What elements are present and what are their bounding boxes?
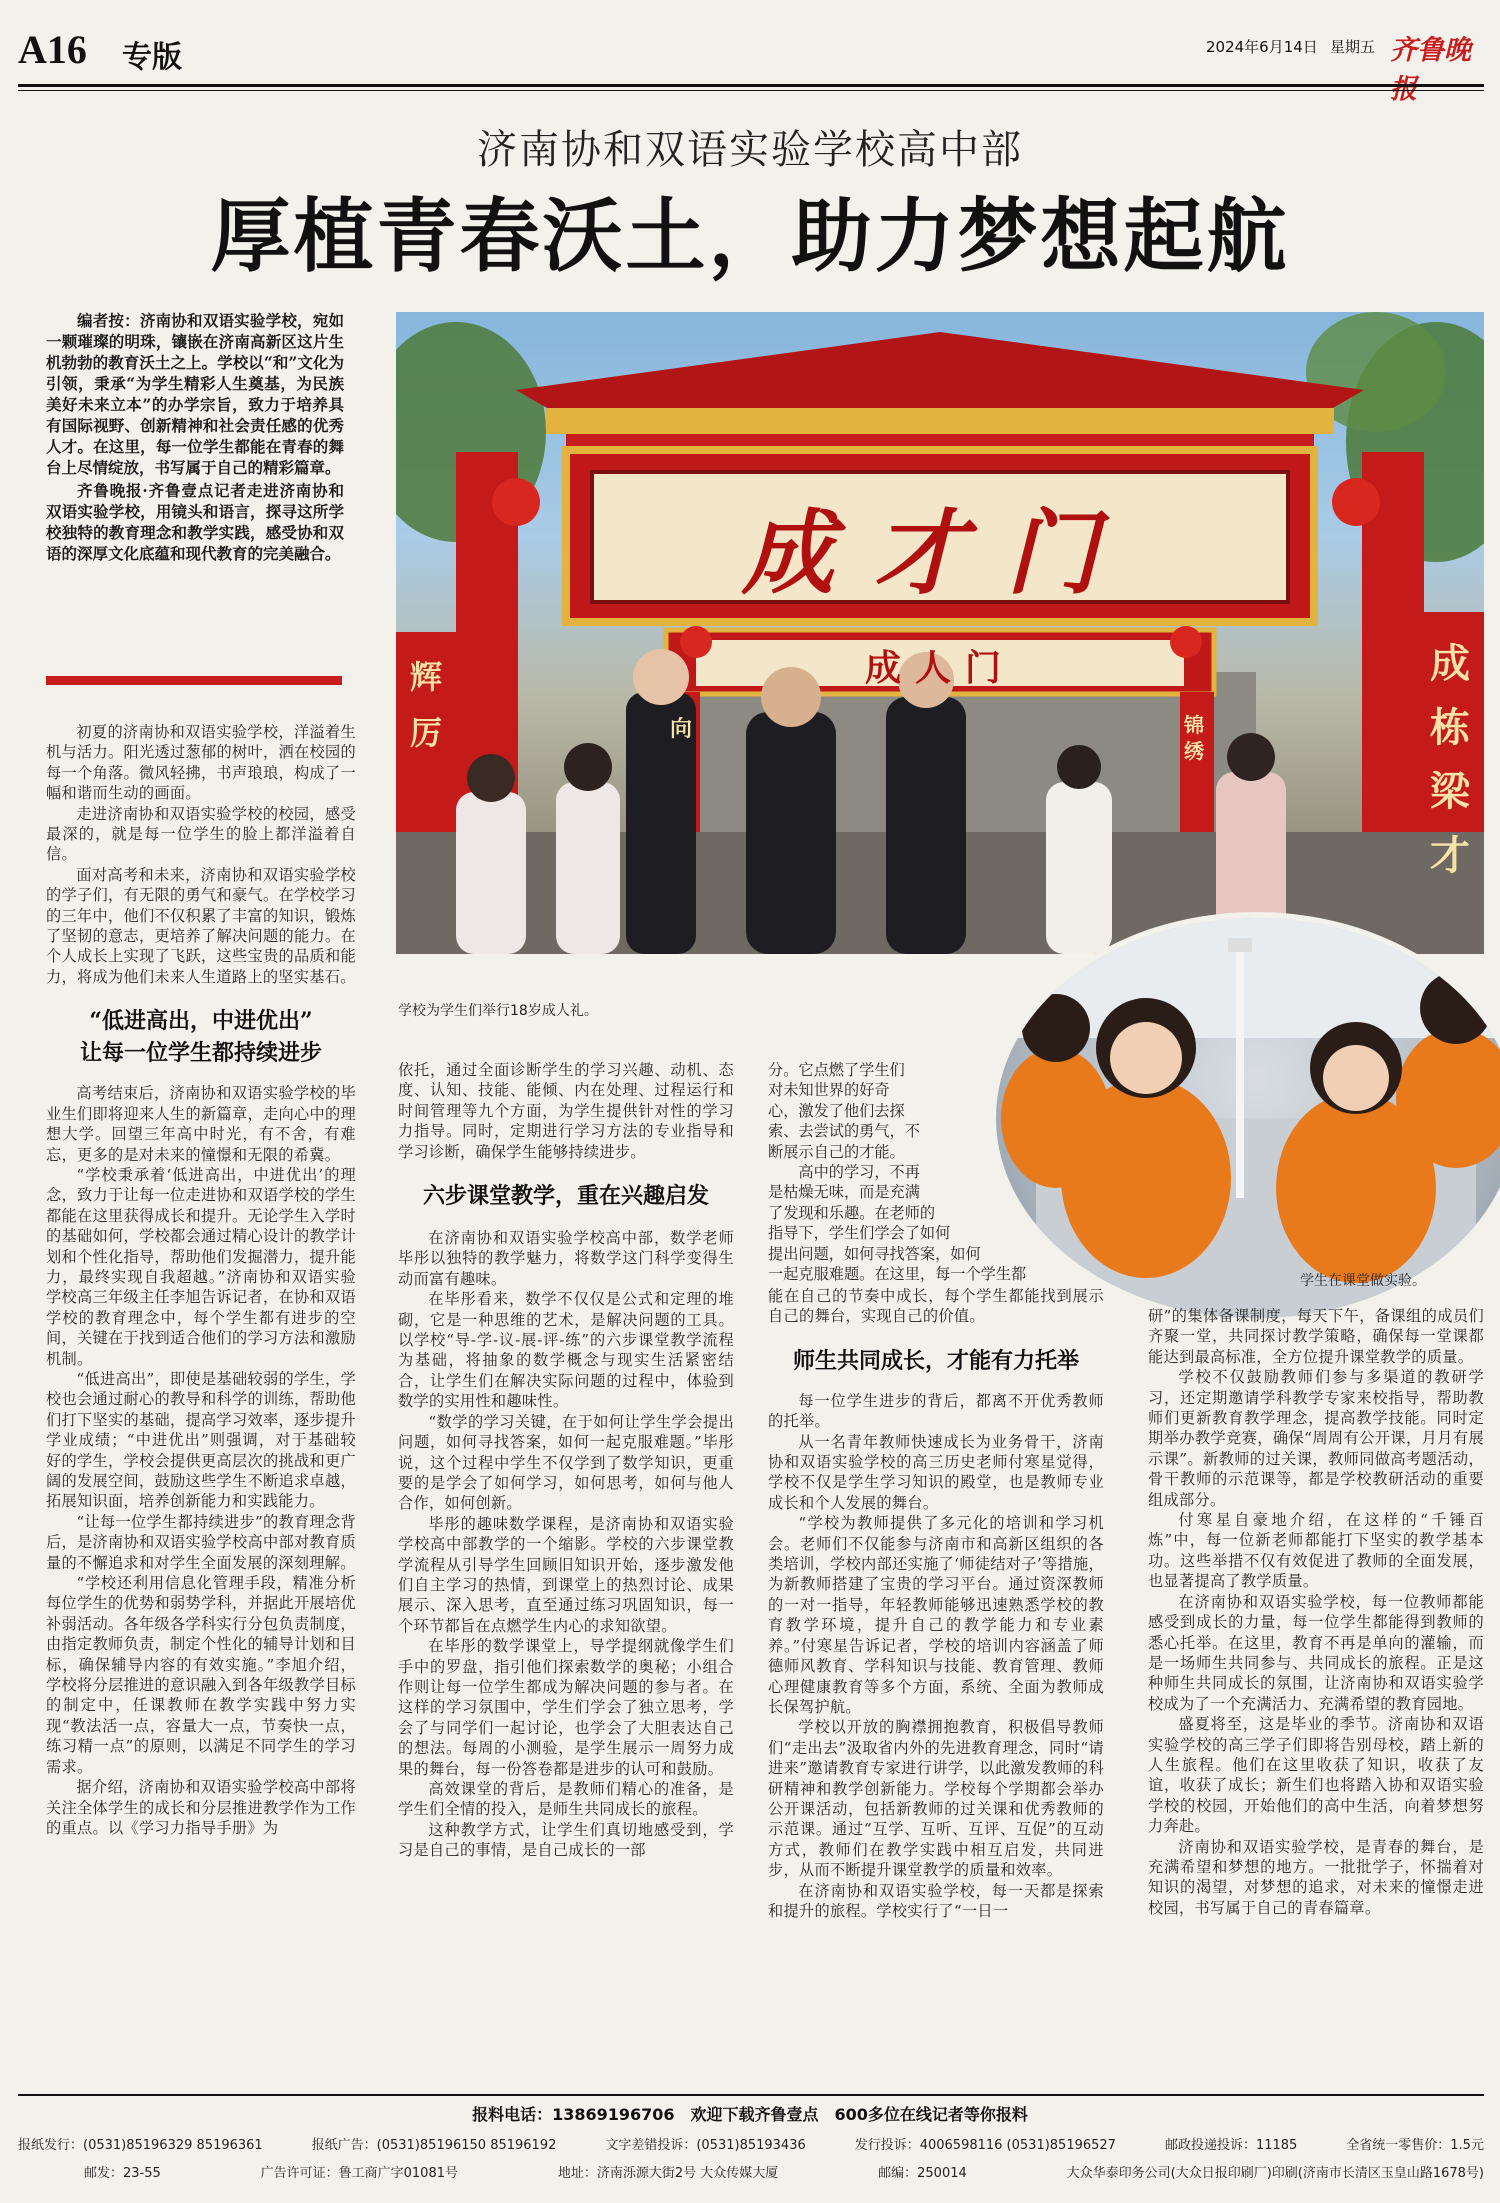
editor-note-p2: 齐鲁晚报·齐鲁壹点记者走进济南协和双语实验学校，用镜头和语言，探寻这所学校独特的教育理念和教学实践，感受协和双语的深厚文化底蕴和现代教育的完美融合。 [46, 481, 344, 563]
footer-zip: 邮编：250014 [878, 2166, 967, 2181]
footer-error-complaints: 文字差错投诉：(0531)85193436 [605, 2138, 806, 2153]
col3-body-p5: 在济南协和双语实验学校，每一天都是探索和提升的旅程。学校实行了“一日一 [768, 1881, 1104, 1920]
col2-body-p4: 毕彤的趣味数学课程，是济南协和双语实验学校高中部教学的一个缩影。学校的六步课堂教学流程从引导学生回顾旧知识开始，逐步激发他们自主学习的热情，到课堂上的热烈讨论、成果展示、深入思考，直至通过练习巩固知识，每一个环节都旨在点燃学生内心的求知欲望。 [398, 1514, 734, 1635]
footer-printer: 大众华泰印务公司(大众日报印刷厂)印刷(济南市长清区玉皇山路1678号) [1066, 2166, 1484, 2181]
classroom-photo-caption: 学生在课堂做实验。 [1300, 1273, 1426, 1289]
footer-rule [18, 2094, 1484, 2096]
col1-body-p4: “让每一位学生都持续进步”的教育理念背后，是济南协和双语实验学校高中部对教育质量的不懈追求和对学生全面发展的深刻理解。 [46, 1512, 356, 1572]
couplet-left-top: 辉 [410, 658, 443, 696]
col1-heading-line2: 让每一位学生都持续进步 [79, 1040, 322, 1067]
col1-heading [46, 1005, 356, 1069]
footer-hotline: 报料电话：13869196706 欢迎下载齐鲁壹点 600多位在线记者等你报料 [472, 2105, 1028, 2124]
column-3-wrap [768, 1060, 1168, 1284]
col4-body-p2: 学校不仅鼓励教师们参与多渠道的教研学习，还定期邀请学科教学专家来校指导，帮助教师们更新教育教学理念，提高教学技能。同时定期举办教学竞赛，确保“周周有公开课，月月有展示课”。新教师的过关课，教师同做高考题活动，骨干教师的示范课等，都是学校教研活动的重要组成部分。 [1148, 1368, 1484, 1509]
col1-body-p6: 据介绍，济南协和双语实验学校高中部将关注全体学生的成长和分层推进教学作为工作的重点。以《学习力指导手册》为 [46, 1778, 356, 1837]
col1-intro-p1: 初夏的济南协和双语实验学校，洋溢着生机与活力。阳光透过葱郁的树叶，洒在校园的每一个角落。微风轻拂，书声琅琅，构成了一幅和谐而生动的画面。 [46, 723, 356, 803]
col4-body-p6: 济南协和双语实验学校，是青春的舞台，是充满希望和梦想的地方。一批批学子，怀揣着对知识的渴望，对梦想的追求，对未来的憧憬走进校园，书写属于自己的青春篇章。 [1148, 1837, 1484, 1917]
headline-kicker: 济南协和双语实验学校高中部 [477, 127, 1023, 173]
col3-wrap-line-7: 是枯燥无味，而是充满 [768, 1183, 920, 1202]
col1-intro-p2: 走进济南协和双语实验学校的校园，感受最深的，就是每一位学生的脸上都洋溢着自信。 [46, 804, 356, 864]
col2-body-p3: “数学的学习关键，在于如何让学生学会提出问题，如何寻找答案，如何一起克服难题。”毕彤说，这个过程中学生不仅学到了数学知识，更重要的是学会了如何学习，如何思考，如何与他人合作，如何创新。 [398, 1412, 734, 1513]
footer-postal-code: 邮发：23-55 [84, 2166, 161, 2181]
col1-body-p3: “低进高出”，即使是基础较弱的学生，学校也会通过耐心的教导和科学的训练，帮助他们打下坚实的基础，提高学习效率，逐步提升学业成绩；“中进优出”则强调，对于基础较好的学生，学校会提供更高层次的挑战和更广阔的发展空间，鼓励这些学生不断追求卓越，拓展知识面，培养创新能力和实践能力。 [46, 1369, 356, 1511]
column-4 [1148, 1306, 1484, 1918]
editor-note-rule [46, 676, 342, 685]
header-rule-thin [18, 90, 1484, 91]
couplet-left-bottom: 厉 [410, 714, 443, 752]
col3-wrap-line-8: 了发现和乐趣。在老师的 [768, 1203, 936, 1222]
inner-right-pillar-text: 锦绣 [1184, 713, 1204, 763]
footer-price: 全省统一零售价：1.5元 [1346, 2138, 1484, 2153]
footer-delivery-complaints: 发行投诉：4006598116 (0531)85196527 [854, 2138, 1116, 2153]
col3-wrap-line-11: 一起克服难题。在这里，每一个学生都 [768, 1265, 1027, 1284]
col3-body-p2: 从一名青年教师快速成长为业务骨干，济南协和双语实验学校的高三历史老师付寒星觉得，学校不仅是学生学习知识的殿堂，也是教师专业成长和个人发展的舞台。 [768, 1432, 1104, 1512]
section-label: 专版 [122, 40, 182, 75]
gate-photo [396, 312, 1484, 954]
column-3 [768, 1286, 1104, 1921]
col1-body-p5: “学校还利用信息化管理手段，精准分析每位学生的优势和弱势学科，并据此开展培优补弱活动。各年级各学科实行分包负责制度，由指定教师负责，制定个性化的辅导计划和目标，确保辅导内容的有效实施。”李旭介绍，学校将分层推进的意识融入到各年级教学目标的制定中，任课教师在教学实践中努力实现“教法活一点，容量大一点，节奏快一点，练习精一点”的原则，以满足不同学生的学习需求。 [46, 1574, 356, 1776]
col3-wrap-end: 能在自己的节奏中成长，每个学生都能找到展示自己的舞台，实现自己的价值。 [768, 1287, 1104, 1326]
couplet-right: 成栋梁才 [1430, 640, 1470, 879]
gate-photo-caption: 学校为学生们举行18岁成人礼。 [398, 1003, 598, 1019]
col1-body-p2: “学校秉承着‘低进高出，中进优出’的理念，致力于让每一位走进协和双语学校的学生都能在这里获得成长和提升。无论学生入学时的基础如何，学校都会通过精心设计的教学计划和个性化指导，帮助他们发掘潜力，提升能力，最终实现自我超越。”济南协和双语实验学校高三年级主任李旭告诉记者，在协和双语学校的教育理念中，每个学生都有进步的空间，关键在于找到适合他们的学习方法和激励机制。 [46, 1165, 356, 1368]
col3-body-p1: 每一位学生进步的背后，都离不开优秀教师的托举。 [768, 1391, 1104, 1431]
footer-ads: 报纸广告：(0531)85196150 85196192 [311, 2138, 557, 2153]
col3-wrap-line-5: 断展示自己的才能。 [768, 1142, 905, 1161]
col2-body-p1: 在济南协和双语实验学校高中部，数学老师毕彤以独特的教学魅力，将数学这门科学变得生动而富有趣味。 [398, 1229, 734, 1288]
issue-weekday: 星期五 [1330, 38, 1376, 56]
col2-body-p5: 在毕彤的数学课堂上，导学提纲就像学生们手中的罗盘，指引他们探索数学的奥秘；小组合作则让每一位学生都成为解决问题的参与者。在这样的学习氛围中，学生们学会了独立思考，学会了与同学们一起讨论，也学会了大胆表达自己的想法。每周的小测验，是学生展示一周努力成果的舞台，每一份答卷都是进步的认可和鼓励。 [398, 1637, 734, 1778]
col4-body-p4: 在济南协和双语实验学校，每一位教师都能感受到成长的力量，每一位学生都能得到教师的悉心托举。在这里，教育不再是单向的灌输，而是一场师生共同参与、共同成长的旅程。正是这种师生共同成长的氛围，让济南协和双语实验学校成为了一个充满活力、充满希望的教育园地。 [1148, 1592, 1484, 1713]
col4-body-p5: 盛夏将至，这是毕业的季节。济南协和双语实验学校的高三学子们即将告别母校，踏上新的人生旅程。他们在这里收获了知识，收获了友谊，收获了成长；新生们也将踏入协和双语实验学校的校园，开始他们的高中生活，向着梦想努力奔赴。 [1148, 1715, 1484, 1836]
col2-heading: 六步课堂教学，重在兴趣启发 [422, 1183, 709, 1210]
col3-wrap-line-9: 指导下，学生们学会了如何 [768, 1224, 951, 1243]
col3-body-p3: “学校为教师提供了多元化的培训和学习机会。老师们不仅能参与济南市和高新区组织的各类培训，学校内部还实施了‘师徒结对子’等措施，为新教师搭建了宝贵的学习平台。通过资深教师的一对一指导，年轻教师能够迅速熟悉学校的教育教学环境，提升自己的教学能力和专业素养。”付寒星告诉记者，学校的培训内容涵盖了师德师风教育、学科知识与技能、教育管理、教师心理健康教育等多个方面，系统、全面为教师成长保驾护航。 [768, 1514, 1104, 1716]
masthead-logo: 齐鲁晚 [1390, 35, 1471, 66]
footer-publication [84, 2162, 1484, 2181]
gate-sign-main: 成才门 [741, 499, 1138, 607]
page-header [18, 22, 1484, 75]
header-rule [18, 84, 1484, 87]
column-2 [398, 1060, 734, 1861]
editor-note [46, 310, 344, 564]
col3-wrap-line-10: 提出问题，如何寻找答案，如何 [768, 1244, 981, 1263]
col2-body-p7: 这种教学方式，让学生们真切地感受到，学习是自己的事情，是自己成长的一部 [398, 1820, 734, 1860]
page-number: A16 [18, 27, 87, 72]
col3-wrap-line-2: 对未知世界的好奇 [768, 1081, 890, 1100]
col1-intro-p3: 面对高考和未来，济南协和双语实验学校的学子们，有无限的勇气和豪气。在学校学习的三年中，他们不仅积累了丰富的知识，锻炼了坚韧的意志，更培养了解决问题的能力。在个人成长上实现了飞跃，这些宝贵的品质和能力，将成为他们未来人生道路上的坚实基石。 [46, 865, 356, 986]
footer-contacts [18, 2134, 1484, 2153]
col2-body-p6: 高效课堂的背后，是教师们精心的准备，是学生们全情的投入，是师生共同成长的旅程。 [398, 1780, 734, 1819]
column-1 [46, 722, 356, 1838]
col2-cont: 依托，通过全面诊断学生的学习兴趣、动机、态度、认知、技能、能倾、内在处理、过程运行和时间管理等九个方面，为学生提供针对性的学习力指导。同时，定期进行学习方法的专业指导和学习诊断，确保学生能够持续进步。 [398, 1061, 734, 1161]
col2-body-p2: 在毕彤看来，数学不仅仅是公式和定理的堆砌，它是一种思维的艺术，是解决问题的工具。以学校“导-学-议-展-评-练”的六步课堂教学流程为基础，将抽象的数学概念与现实生活紧密结合，让学生们在解决实际问题的过程中，体验到数学的实用性和趣味性。 [398, 1290, 734, 1411]
col3-body-p4: 学校以开放的胸襟拥抱教育，积极倡导教师们“走出去”汲取省内外的先进教育理念，同时“请进来”邀请教育专家进行讲学，以此激发教师的科研精神和教学创新能力。学校每个学期都会举办公开课活动，包括新教师的过关课和优秀教师的示范课。通过“互学、互听、互评、互促”的互动方式，教师们在教学实践中相互启发，共同进步，从而不断提升课堂教学的质量和效率。 [768, 1718, 1104, 1880]
footer-circulation: 报纸发行：(0531)85196329 85196361 [18, 2138, 263, 2153]
gate-sign-inner: 成人门 [864, 647, 1015, 689]
issue-date: 2024年6月14日 [1206, 38, 1318, 56]
footer-ad-license: 广告许可证：鲁工商广字01081号 [260, 2166, 458, 2181]
editor-note-p1: 编者按：济南协和双语实验学校，宛如一颗璀璨的明珠，镶嵌在济南高新区这片生机勃勃的教育沃土之上。学校以“和”文化为引领，秉承“为学生精彩人生奠基，为民族美好未来立本”的办学宗旨，致力于培养具有国际视野、创新精神和社会责任感的优秀人才。在这里，每一位学生都能在青春的舞台上尽情绽放，书写属于自己的精彩篇章。 [46, 311, 344, 477]
headline-title: 厚植青春沃土，助力梦想起航 [210, 189, 1290, 283]
gate-illustration [396, 312, 1484, 954]
inner-left-pillar-text: 向 [670, 716, 693, 742]
col3-heading: 师生共同成长，才能有力托举 [792, 1347, 1079, 1374]
col4-body-p1: 研”的集体备课制度，每天下午，备课组的成员们齐聚一堂，共同探讨教学策略，确保每一堂课都能达到最高标准，全方位提升课堂教学的质量。 [1148, 1307, 1484, 1366]
col3-wrap-line-3: 心，激发了他们去探 [768, 1101, 905, 1120]
col1-body-p1: 高考结束后，济南协和双语实验学校的毕业生们即将迎来人生的新篇章，走向心中的理想大学。回望三年高中时光，有不舍，有难忘，更多的是对未来的憧憬和无限的希冀。 [46, 1084, 356, 1164]
footer-address: 地址：济南泺源大街2号 大众传媒大厦 [557, 2166, 779, 2181]
footer-postal-complaints: 邮政投递投诉：11185 [1164, 2138, 1298, 2153]
col3-wrap-line-6: 高中的学习，不再 [768, 1163, 920, 1182]
col1-heading-line1: “低进高出，中进优出” [89, 1008, 313, 1035]
col3-wrap-line-4: 索、去尝试的勇气，不 [768, 1122, 920, 1141]
col4-body-p3: 付寒星自豪地介绍，在这样的“千锤百炼”中，每一位新老师都能打下坚实的教学基本功。这些举措不仅有效促进了教师的全面发展，也显著提高了教学质量。 [1148, 1511, 1484, 1591]
col3-wrap-line-1: 分。它点燃了学生们 [768, 1061, 905, 1079]
